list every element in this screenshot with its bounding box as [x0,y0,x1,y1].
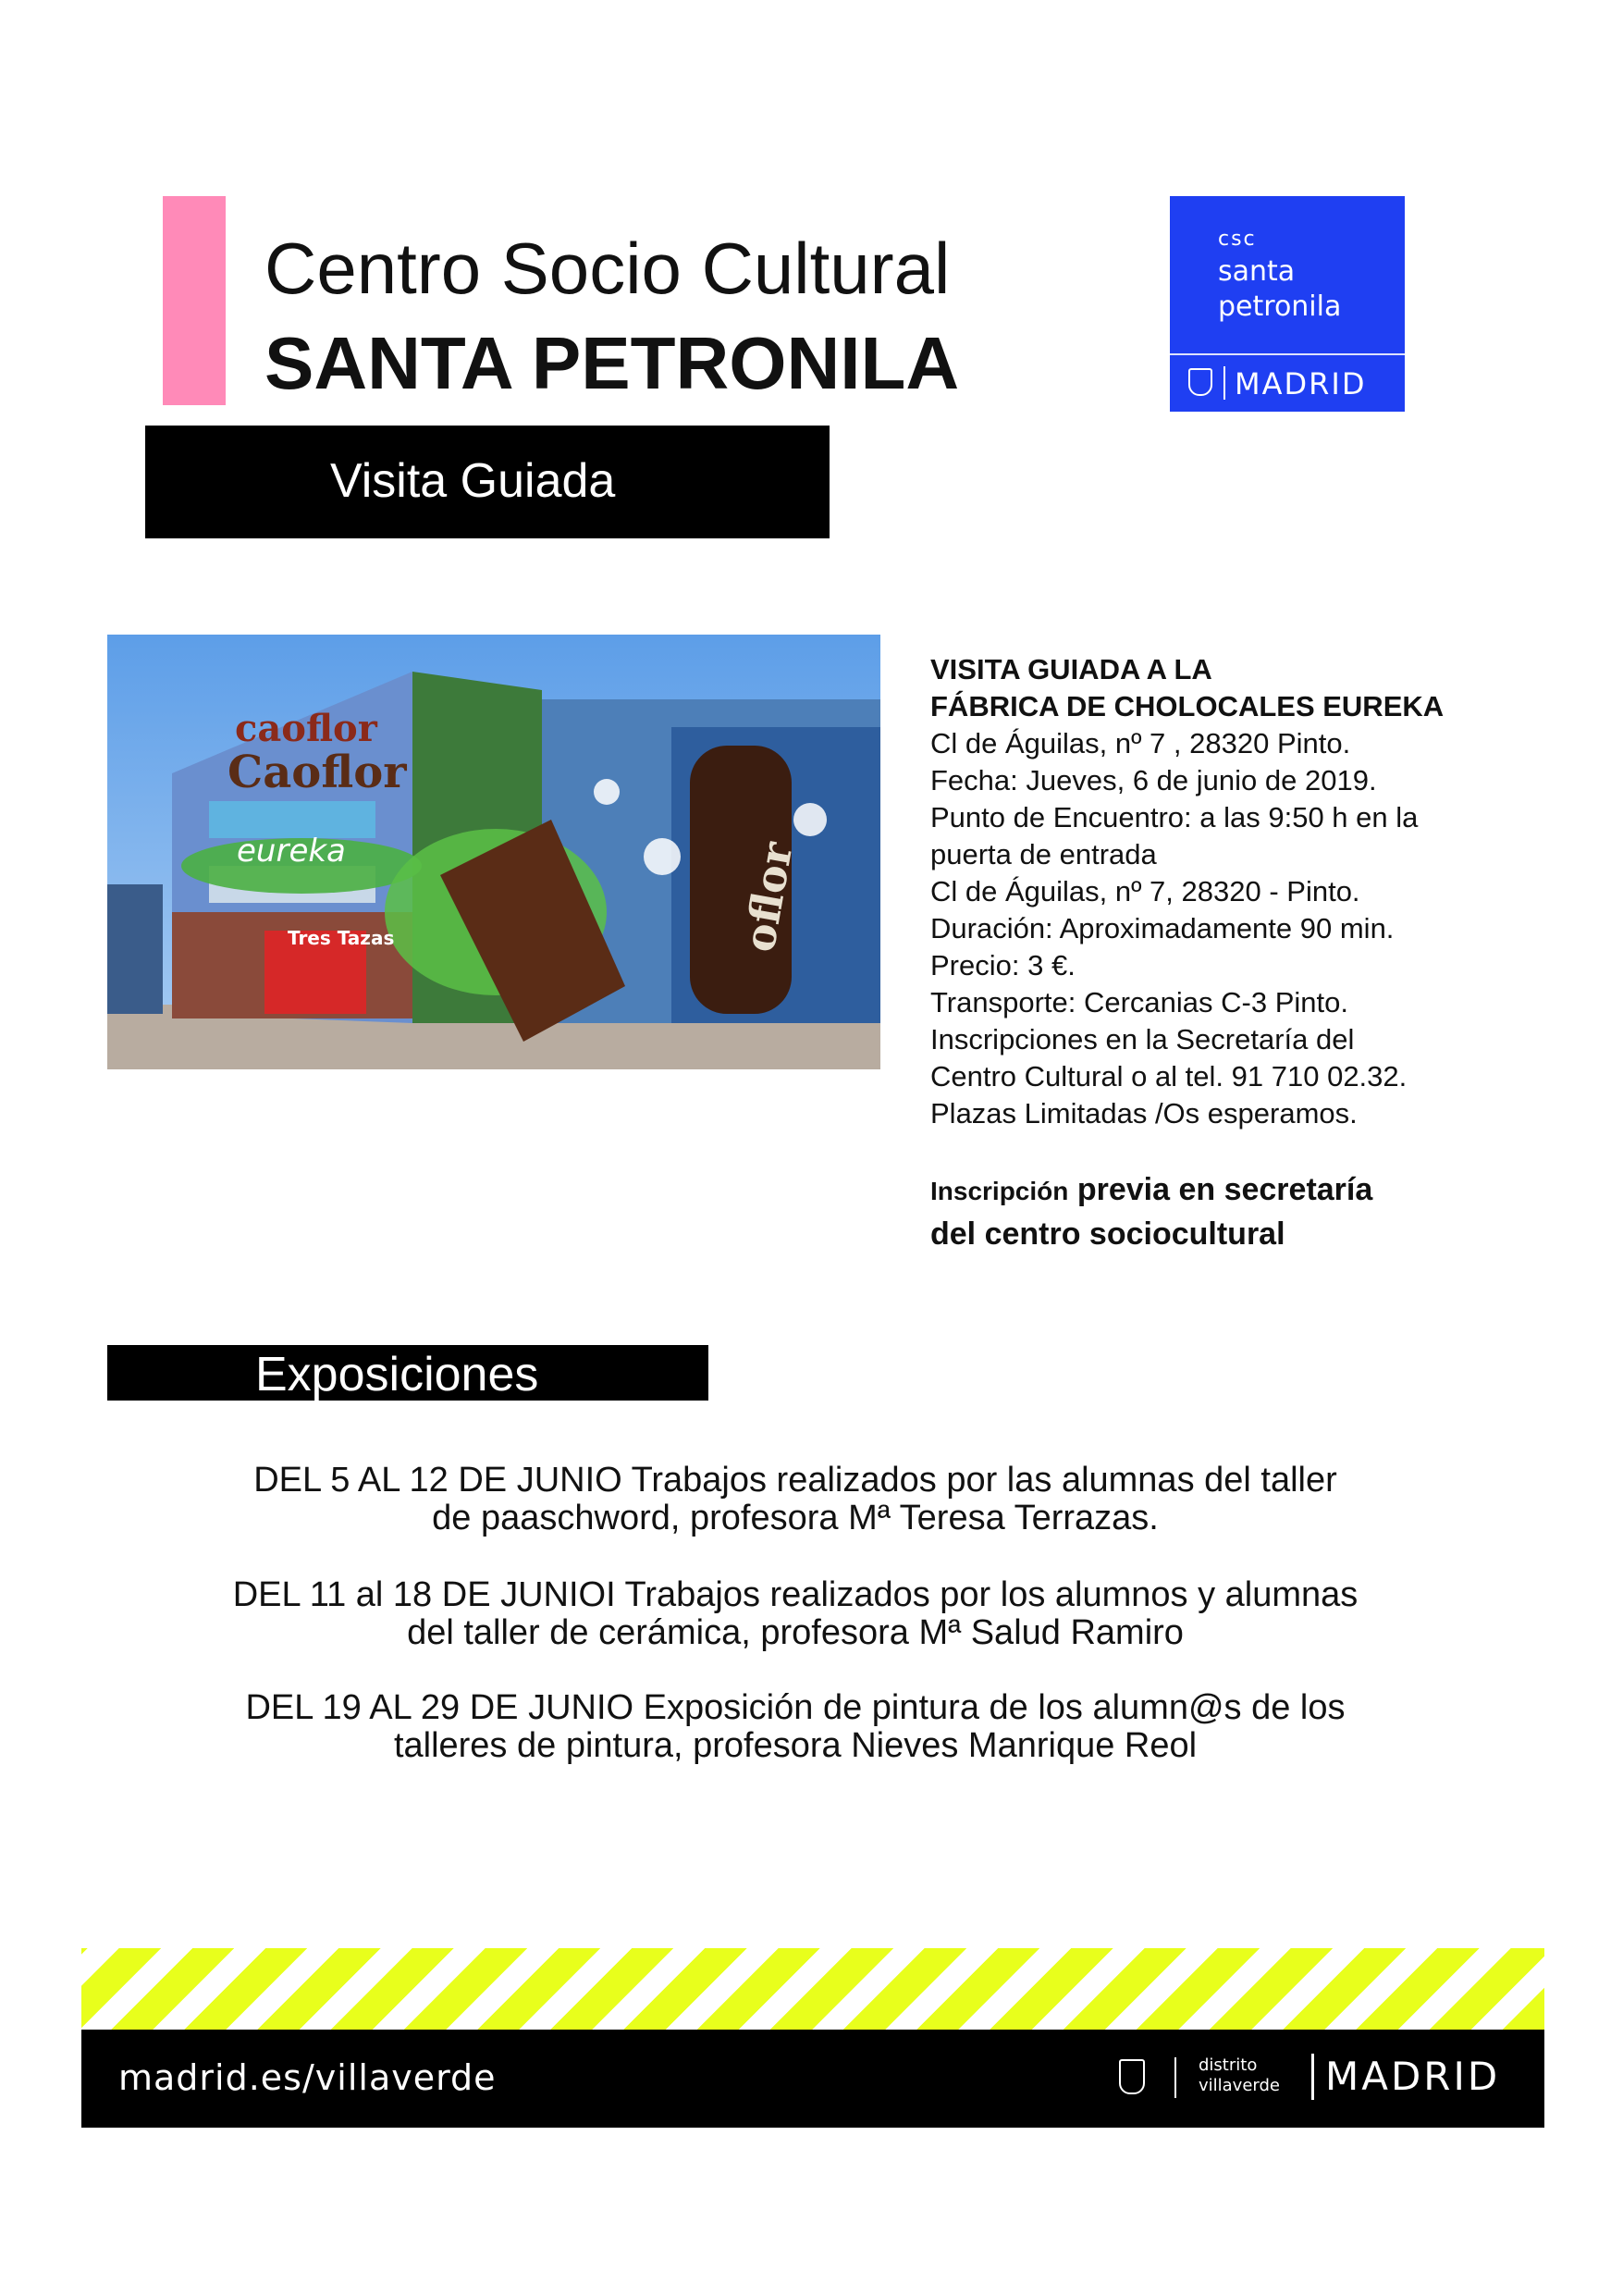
logo-acronym: csc [1218,228,1257,251]
exhibition-line2: talleres de pintura, profesora Nieves Manrique Reol [393,1726,1198,1765]
csc-santa-petronila-logo [1170,196,1405,412]
detail-line: Cl de Águilas, nº 7, 28320 - Pinto. [930,875,1360,907]
detail-line: Centro Cultural o al tel. 91 710 02.32. [930,1060,1408,1092]
distrito-line2: villaverde [1199,2076,1280,2095]
distrito-line1: distrito [1199,2055,1258,2075]
exhibition-item [120,1462,1470,1537]
footer-url-link[interactable]: madrid.es/villaverde [118,2057,497,2098]
madrid-shield-icon [1188,368,1212,396]
detail-line: Cl de Águilas, nº 7 , 28320 Pinto. [930,727,1351,759]
exhibition-line1: DEL 11 al 18 DE JUNIOI Trabajos realizados por los alumnos y alumnas [232,1575,1359,1614]
exposiciones-banner [107,1345,708,1401]
banner-label: Exposiciones [255,1348,539,1401]
visit-heading-line2: FÁBRICA DE CHOLOCALES EUREKA [930,690,1445,722]
logo-name-line1: santa [1218,255,1296,288]
detail-line: Punto de Encuentro: a las 9:50 h en la [930,801,1419,833]
exhibition-line1: DEL 5 AL 12 DE JUNIO Trabajos realizados por las alumnas del taller [253,1461,1337,1500]
factory-illustration [107,635,880,1069]
visit-details [930,651,1578,1132]
detail-line: Precio: 3 €. [930,949,1076,981]
registration-note [930,1168,1578,1255]
logo-city: MADRID [1235,366,1367,401]
footer-bar [81,2030,1544,2128]
exhibition-item [120,1689,1470,1765]
footer-stripes [81,1948,1544,2030]
detail-line: Plazas Limitadas /Os esperamos. [930,1097,1358,1129]
sign-tres-tazas: Tres Tazas [288,927,395,949]
detail-line: Duración: Aproximadamente 90 min. [930,912,1395,944]
sign-oflor: oflor [733,838,803,956]
exhibition-line2: del taller de cerámica, profesora Mª Salud Ramiro [407,1613,1184,1652]
factory-photo [107,635,880,1069]
detail-line: Inscripciones en la Secretaría del [930,1023,1355,1055]
footer-separator [1174,2057,1176,2098]
accent-bar [163,196,226,405]
page-subtitle: SANTA PETRONILA [264,322,960,404]
logo-divider [1170,353,1405,355]
sign-caoflor: caoflor [235,707,377,750]
visita-guiada-banner [145,426,830,538]
logo-separator [1223,366,1225,400]
logo-name-line2: petronila [1218,290,1342,323]
page-title: Centro Socio Cultural [264,228,951,309]
footer-separator [1311,2054,1314,2100]
detail-line: Transporte: Cercanias C-3 Pinto. [930,986,1348,1018]
sign-eureka: eureka [237,833,346,870]
footer-distrito [1199,2055,1280,2096]
detail-line: puerta de entrada [930,838,1157,870]
note-line2: del centro sociocultural [930,1216,1285,1252]
detail-line: Fecha: Jueves, 6 de junio de 2019. [930,764,1377,796]
exhibition-line2: de paaschword, profesora Mª Teresa Terrazas. [432,1499,1159,1537]
visit-heading-line1: VISITA GUIADA A LA [930,653,1212,685]
note-prefix: Inscripción [930,1177,1069,1205]
sign-caoflor-2: Caoflor [227,747,407,798]
note-rest: previa en secretaría [1076,1172,1373,1207]
banner-label: Visita Guiada [330,454,616,508]
exhibition-item [120,1576,1470,1652]
footer-city: MADRID [1325,2054,1501,2099]
exhibition-line1: DEL 19 AL 29 DE JUNIO Exposición de pintura de los alumn@s de los [245,1688,1346,1727]
madrid-shield-icon [1119,2059,1145,2094]
